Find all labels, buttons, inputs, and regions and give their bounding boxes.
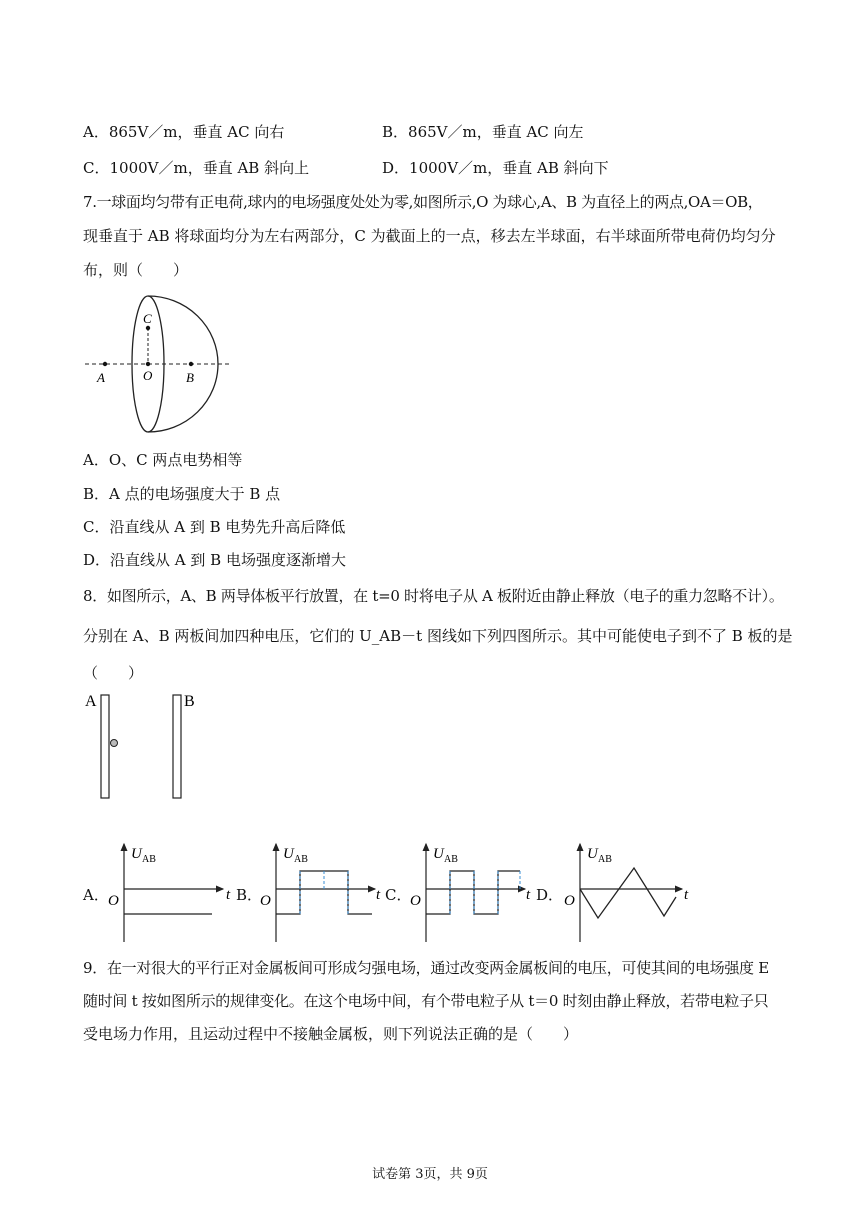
q8-stem-line3: （ ） xyxy=(83,664,144,682)
graph-d xyxy=(556,838,696,944)
graph-d-line xyxy=(580,868,676,918)
graph-c xyxy=(402,838,542,944)
graph-b-y-label: U xyxy=(283,846,294,862)
label-c: C xyxy=(143,311,152,326)
graph-c-y-label: U xyxy=(433,846,444,862)
q6-option-a: A．865V／m，垂直 AC 向右 xyxy=(83,123,285,141)
label-a: A xyxy=(97,370,105,385)
q7-stem-line2: 现垂直于 AB 将球面均分为左右两部分，C 为截面上的一点，移去左半球面，右半球面所带电荷仍均匀分 xyxy=(83,227,776,245)
q8-graph-option-b: B． xyxy=(236,886,263,904)
page-footer: 试卷第 3页，共 9页 xyxy=(372,1167,488,1182)
point-c xyxy=(146,326,150,330)
q7-option-a: A．O、C 两点电势相等 xyxy=(83,451,243,469)
graph-a-y-label: U xyxy=(131,846,142,862)
q9-stem-line3: 受电场力作用，且运动过程中不接触金属板，则下列说法正确的是（ ） xyxy=(83,1025,579,1043)
graph-d-x-label: t xyxy=(684,887,689,903)
label-b: B xyxy=(186,370,194,385)
parallel-plates-figure xyxy=(83,688,223,804)
graph-c-line xyxy=(426,871,520,914)
q9-stem-line1: 9．在一对很大的平行正对金属板间可形成匀强电场，通过改变两金属板间的电压，可使其间的电场强度 E xyxy=(83,959,769,977)
point-a xyxy=(103,362,107,366)
q8-stem-line2: 分别在 A、B 两板间加四种电压，它们的 U_AB－t 图线如下列四图所示。其中可能使电子到不了 B 板的是 xyxy=(83,627,793,645)
graph-a-y-sub: AB xyxy=(142,854,156,865)
graph-c-x-label: t xyxy=(526,887,531,903)
label-o: O xyxy=(143,368,153,383)
graph-b-x-label: t xyxy=(376,887,381,903)
q8-graph-option-c: C． xyxy=(385,886,412,904)
q6-option-d: D．1000V／m，垂直 AB 斜向下 xyxy=(382,159,609,177)
plate-b xyxy=(173,695,181,798)
hemisphere-figure xyxy=(83,290,233,438)
graph-b xyxy=(252,838,392,944)
point-o xyxy=(146,362,150,366)
q9-stem-line2: 随时间 t 按如图所示的规律变化。在这个电场中间，有个带电粒子从 t＝0 时刻由静止释放，若带电粒子只 xyxy=(83,992,769,1010)
graph-a-x-label: t xyxy=(226,887,231,903)
graph-d-origin: O xyxy=(564,893,575,909)
graph-b-origin: O xyxy=(260,893,271,909)
graph-a-origin: O xyxy=(108,893,119,909)
electron xyxy=(111,740,118,747)
q8-stem-line1: 8．如图所示，A、B 两导体板平行放置，在 t=0 时将电子从 A 板附近由静止释放（电子的重力忽略不计）。 xyxy=(83,587,784,605)
plate-b-label: B xyxy=(184,693,195,710)
q7-option-c: C．沿直线从 A 到 B 电势先升高后降低 xyxy=(83,518,346,536)
q7-option-d: D．沿直线从 A 到 B 电场强度逐渐增大 xyxy=(83,551,346,569)
graph-c-origin: O xyxy=(410,893,421,909)
plate-a-label: A xyxy=(85,693,97,710)
graph-d-y-sub: AB xyxy=(598,854,612,865)
q6-option-c: C．1000V／m，垂直 AB 斜向上 xyxy=(83,159,310,177)
q7-stem-line3: 布，则（ ） xyxy=(83,261,189,279)
graph-d-y-label: U xyxy=(587,846,598,862)
q8-graph-option-a: A． xyxy=(83,886,109,904)
point-b xyxy=(189,362,193,366)
graph-a xyxy=(100,838,240,944)
q8-graph-option-d: D． xyxy=(536,886,564,904)
graph-c-y-sub: AB xyxy=(444,854,458,865)
plate-a xyxy=(101,695,109,798)
q7-stem-line1: 7.一球面均匀带有正电荷,球内的电场强度处处为零,如图所示,O 为球心,A、B 为直径上的两点,OA＝OB， xyxy=(83,193,763,211)
q7-option-b: B．A 点的电场强度大于 B 点 xyxy=(83,485,281,503)
graph-b-y-sub: AB xyxy=(294,854,308,865)
q6-option-b: B．865V／m，垂直 AC 向左 xyxy=(382,123,584,141)
